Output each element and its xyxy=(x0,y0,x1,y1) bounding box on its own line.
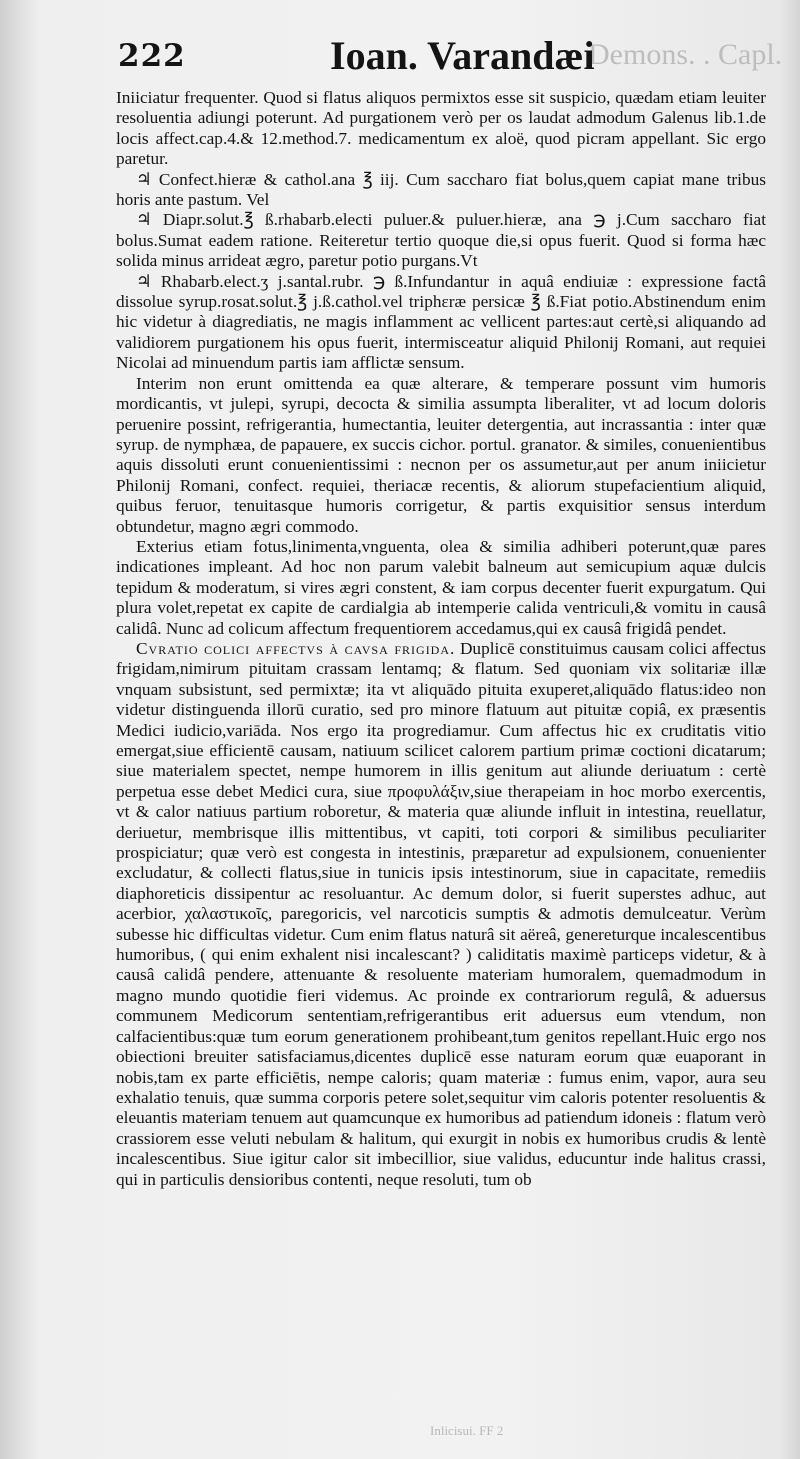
page-header xyxy=(118,33,798,88)
prescription-paragraph: ♃ Diapr.solut.℥ ß.rhabarb.electi puluer.& puluer.hieræ, ana ℈ j.Cum saccharo fiat bolus.Sumat eadem ratione. Reiteretur tertio quoque die,si opus fuerit. Quod si forma hæc solida minus arrideat ægro, paretur potio purgans.Vt xyxy=(116,210,766,271)
running-head: Ioan. Varandæi xyxy=(330,33,595,78)
prescription-paragraph: ♃ Rhabarb.elect.ʒ j.santal.rubr. ℈ ß.Infundantur in aquâ endiuiæ : expressione factâ dissolue syrup.rosat.solut.℥ j.ß.cathol.vel triphεræ persicæ ℥ ß.Fiat potio.Abstinendum enim hic videtur à diagrediatis, ne magis inflamment ac vellicent partes:aut certè,si aliquando ad validiorem purgationem his opus fuerit, intermisceatur aliquid Philonij Romani, aut requiei Nicolai ad minuendum partis iam afflictæ sensum. xyxy=(116,271,766,373)
bleed-through-text: Demons. . Capl. xyxy=(588,38,783,71)
paragraph: Iniiciatur frequenter. Quod si flatus aliquos permixtos esse sit suspicio, quædam etiam leuiter resoluentia adiungi poterunt. Ad purgationem verò per os laudat admodum Galenus lib.1.de locis affect.cap.4.& 12.method.7. medicamentum ex aloë, quod picram appellant. Sic ergo paretur. xyxy=(116,88,766,169)
page-number: 222 xyxy=(118,38,186,74)
section-paragraph xyxy=(116,639,766,1190)
paragraph: Interim non erunt omittenda ea quæ alterare, & temperare possunt vim humoris mordicantis, vt julepi, syrupi, decocta & similia assumpta liberaliter, vt ad locum doloris peruenire possint, refrigerantia, humectantia, leuiter detergentia, aut incrassantia : inter quæ syrup. de nymphæa, de papauere, ex succis cichor. portul. granator. & similes, conuenientibus aquis dissoluti erunt conuenientissimi : necnon per os assumetur,aut per anum iniicietur Philonij Romani, confect. requiei, theriacæ recentis, & aliorum stupefacientium aliquid, quibus feruor, tenuitasque humoris corrigetur, & partis exquisitior sensus interdum obtundetur, magno ægri commodo. xyxy=(116,373,766,536)
paragraph: Exterius etiam fotus,linimenta,vnguenta, olea & similia adhiberi poterunt,quæ pares indicationes impleant. Ad hoc non parum valebit balneum aut semicupium aquæ dulcis tepidum & moderatum, si vires ægri constent, & iam corpus decenter fuerit expurgatum. Qui plura volet,repetat ex capite de cardialgia ab intemperie calida ventriculi,& vomitu in causâ calidâ. Nunc ad colicum affectum frequentiorem accedamus,qui ex causâ frigidâ pendet. xyxy=(116,536,766,638)
section-body: Duplicē constituimus causam colici affectus frigidam,nimirum pituitam crassam lentamq; & flatum. Sed quoniam vix solitariæ illæ vnquam subsistunt, sed permixtæ; ita vt aliquādo pituita exuperet,aliquādo flatus:ideo non videtur distinguenda illorū curatio, sed pro minore flatuum aut pituitæ copiâ, ex præsentis Medici iudicio,variāda. Nos ergo ita progrediamur. Cum affectus hic ex cruditatis vitio emergat,siue efficientē causam, natiuum scilicet calorem partium primæ coctioni dicatarum; siue materialem spectet, nempe humorem in illis genitum aut aliunde deriuatum : certè perpetua esse debet Medici cura, siue προφυλάξιν,siue therapeiam in hoc morbo exercentis, vt & calor natiuus partium roboretur, & materia quæ aliunde influit in intestina, reuellatur, deriuetur, membrisque illis mittentibus, vt capiti, toti corpori & similibus peculiariter prospiciatur; quæ verò est congesta in intestinis, præparetur ad expulsionem, conuenienter excludatur, & collecti flatus,siue in tunicis ipsis intestinorum, siue in capacitate, remediis diaphoreticis dissipentur ac resoluantur. Ac demum dolor, si fuerit superstes adhuc, aut acerbior, χαλαστικοῖς, paregoricis, vel narcoticis sumptis & admotis demulceatur. Verùm subesse hic difficultas videtur. Cum enim flatus naturâ sit aëreâ, genereturque incalescentibus humoribus, ( qui enim exhalent nisi incalescant? ) caliditatis maximè particeps videtur, & à causâ calidâ pendere, attenuante & resoluente materiam humoralem, quemadmodum in magno mundo quotidie fieri videmus. Ac proinde ex contrariorum regulâ, & aduersus communem Medicorum sententiam,refrigerantibus erit aduersus eum vtendum, non calfacientibus:quæ tum eorum generationem prohibeant,tum genitos repellant.Huic ergo nos obiectioni breuiter satisfaciamus,dicentes duplicē esse naturam eorum quæ euaporant in nobis,tam ex parte efficiētis, nempe caloris; quam materiæ : fumus enim, vapor, aura seu exhalatio tenuis, quæ summa corporis petere solet,sequitur vim caloris potenter resoluentis & eleuantis materiam tenuem aut quamcunque ex humoribus ad patiendum idoneis : flatum verò crassiorem esse veluti nebulam & halitum, qui exurgit in nobis ex humoribus crudis & lentè incalescentibus. Siue igitur calor sit imbecillior, siue validus, educuntur inde halitus crassi, qui in particulis densioribus contenti, neque resoluti, tum ob xyxy=(116,638,766,1189)
footer-bleed-through: Inlicisui. FF 2 xyxy=(430,1423,504,1438)
section-title: Cvratio colici affectvs à cavsa frigida. xyxy=(136,638,456,658)
prescription-paragraph: ♃ Confect.hieræ & cathol.ana ℥ iij. Cum saccharo fiat bolus,quem capiat mane tribus horis ante pastum. Vel xyxy=(116,169,766,210)
body-text xyxy=(116,88,766,1190)
